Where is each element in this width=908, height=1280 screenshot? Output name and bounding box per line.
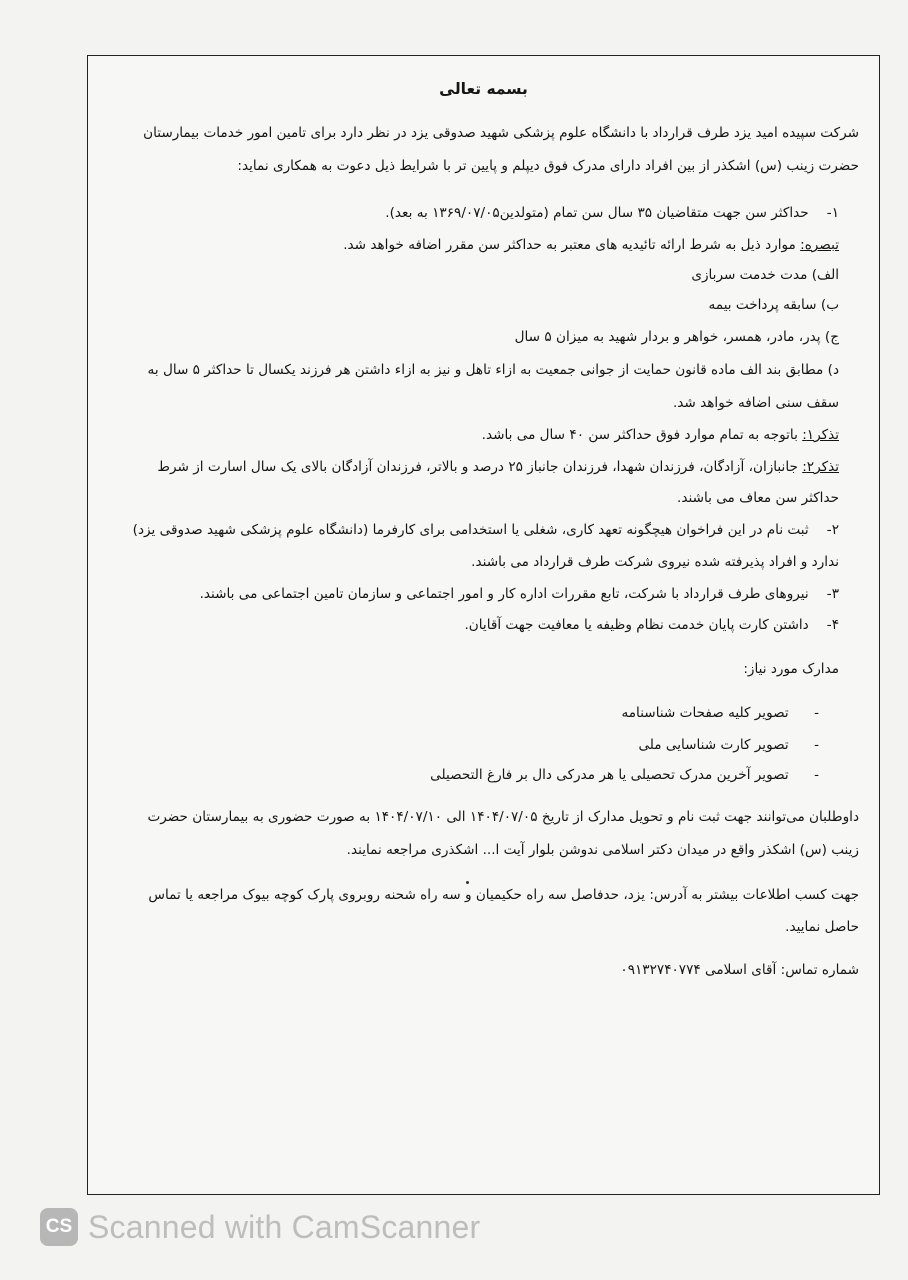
sub-item-c: ج) پدر، مادر، همسر، خواهر و بردار شهید به میزان ۵ سال (514, 329, 839, 345)
item-2-number: ۲- (826, 522, 839, 538)
bullet-dash-icon: - (814, 737, 819, 753)
reminder-2-continued: حداکثر سن معاف می باشند. (677, 490, 839, 506)
item-2-line-1 (108, 521, 839, 539)
item-4 (108, 616, 839, 634)
sub-item-a: الف) مدت خدمت سربازی (691, 267, 839, 283)
intro-line-1: شرکت سپیده امید یزد طرف قرارداد با دانشگاه علوم پزشکی شهید صدوقی یزد در نظر دارد برای تامین امور خدمات بیمارستان (143, 125, 859, 141)
info-line-1: جهت کسب اطلاعات بیشتر به آدرس: یزد، حدفاصل سه راه حکیمیان و سه راه شحنه روبروی پارک کوچه بیوک مراجعه یا تماس (148, 887, 859, 903)
note-label: تبصره: (800, 237, 839, 253)
camscanner-logo-icon: CS (40, 1208, 78, 1246)
reminder-2-text: جانبازان، آزادگان، فرزندان شهدا، فرزندان جانباز ۲۵ درصد و بالاتر، فرزندان آزادگان بالای یک سال اسارت از شرط (157, 459, 803, 475)
document-item-1-text: تصویر کلیه صفحات شناسنامه (621, 705, 789, 721)
reminder-1-text: باتوجه به تمام موارد فوق حداکثر سن ۴۰ سال می باشد. (481, 427, 803, 443)
note-line (108, 236, 839, 254)
scan-speck (466, 881, 469, 884)
reminder-2-label: تذکر۲: (802, 459, 839, 475)
document-item-3 (108, 766, 819, 784)
item-3-number: ۳- (826, 586, 839, 602)
document-item-2-text: تصویر کارت شناسایی ملی (638, 737, 789, 753)
registration-line-2: زینب (س) اشکذر واقع در میدان دکتر اسلامی ندوشن بلوار آیت ا... اشکذری مراجعه نمایند. (346, 842, 859, 858)
sub-item-d-line-1: د) مطابق بند الف ماده قانون حمایت از جوانی جمعیت به ازاء تاهل و نیز به ازاء داشتن هر فرزند یکسال تا حداکثر ۵ سال به (147, 362, 839, 378)
document-frame (87, 55, 880, 1195)
bullet-dash-icon: - (814, 705, 819, 721)
document-item-1 (108, 704, 819, 722)
document-item-3-text: تصویر آخرین مدرک تحصیلی یا هر مدرکی دال بر فارغ التحصیلی (430, 767, 789, 783)
item-3 (108, 585, 839, 603)
registration-line-1: داوطلبان می‌توانند جهت ثبت نام و تحویل مدارک از تاریخ ۱۴۰۴/۰۷/۰۵ الی ۱۴۰۴/۰۷/۱۰ به صورت حضوری به بیمارستان حضرت (147, 809, 859, 825)
item-1-number: ۱- (826, 205, 839, 221)
item-2-line-2: ندارد و افراد پذیرفته شده نیروی شرکت طرف قرارداد می باشند. (471, 554, 839, 570)
reminder-2 (108, 458, 839, 476)
intro-line-2: حضرت زینب (س) اشکذر از بین افراد دارای مدرک فوق دیپلم و پایین تر با شرایط ذیل دعوت به همکاری نماید: (237, 158, 859, 174)
sub-item-b: ب) سابقه پرداخت بیمه (708, 297, 839, 313)
item-4-text: داشتن کارت پایان خدمت نظام وظیفه یا معافیت جهت آقایان. (464, 617, 809, 633)
item-4-number: ۴- (826, 617, 839, 633)
reminder-1 (108, 426, 839, 444)
item-3-text: نیروهای طرف قرارداد با شرکت، تابع مقررات اداره کار و امور اجتماعی و سازمان تامین اجتماعی می باشند. (199, 586, 809, 602)
info-line-2: حاصل نمایید. (785, 919, 859, 935)
contact-line: شماره تماس: آقای اسلامی ۰۹۱۳۲۷۴۰۷۷۴ (620, 962, 859, 978)
document-title: بسمه تعالی (439, 80, 528, 98)
camscanner-watermark (40, 1208, 480, 1246)
note-text: موارد ذیل به شرط ارائه تائیدیه های معتبر به حداکثر سن مقرر اضافه خواهد شد. (343, 237, 801, 253)
announcement-document (88, 56, 879, 1194)
item-1-text: حداکثر سن جهت متقاضیان ۳۵ سال سن تمام (متولدین۱۳۶۹/۰۷/۰۵ به بعد). (385, 205, 809, 221)
item-1 (108, 204, 839, 222)
item-2-text: ثبت نام در این فراخوان هیچگونه تعهد کاری، شغلی یا استخدامی برای کارفرما (دانشگاه علوم پزشکی شهید صدوقی یزد) (132, 522, 809, 538)
bullet-dash-icon: - (814, 767, 819, 783)
watermark-text: Scanned with CamScanner (88, 1208, 481, 1245)
required-documents-heading: مدارک مورد نیاز: (743, 661, 839, 677)
sub-item-d-line-2: سقف سنی اضافه خواهد شد. (672, 395, 839, 411)
document-item-2 (108, 736, 819, 754)
reminder-1-label: تذکر۱: (802, 427, 839, 443)
